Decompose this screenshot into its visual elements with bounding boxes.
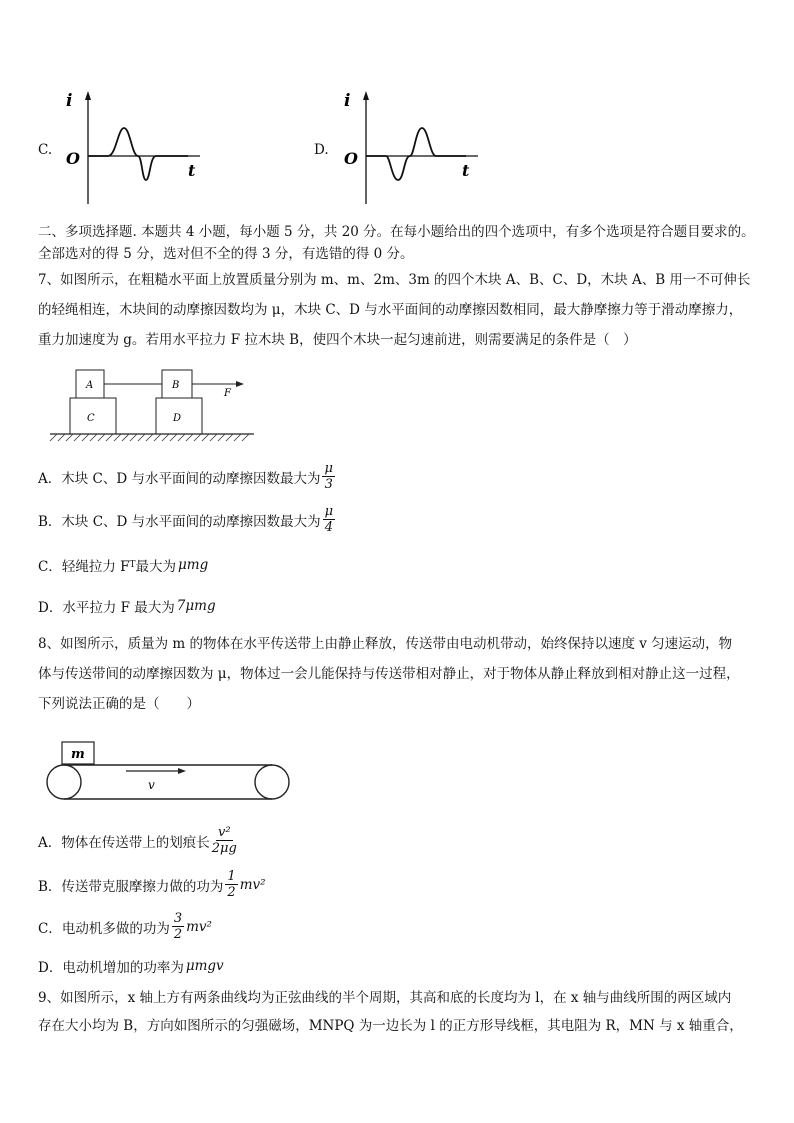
q8-line3: 下列说法正确的是（ ） bbox=[38, 696, 200, 712]
option-c-label: C. bbox=[38, 142, 53, 158]
q8-option-b: B．传送带克服摩擦力做的功为 $\frac{1}{2}$ mv² bbox=[38, 869, 266, 900]
block-m-label: m bbox=[71, 747, 85, 762]
block-a-label: A bbox=[86, 380, 94, 391]
section2-line2: 全部选对的得 5 分，选对但不全的得 3 分，有选错的得 0 分。 bbox=[38, 246, 414, 262]
q7-option-a: A．木块 C、D 与水平面间的动摩擦因数最大为 $\frac{\mu}{3}$ bbox=[38, 461, 333, 492]
q8-option-a-fraction: $\frac{\text{v²}}{2\mu g}$ bbox=[211, 825, 237, 856]
left-roller bbox=[47, 765, 81, 799]
q7-line2: 的轻绳相连，木块间的动摩擦因数均为 μ，木块 C、D 与水平面间的动摩擦因数相同，最大静摩擦力等于滑动摩擦力， bbox=[38, 302, 743, 318]
q7-option-d: D．水平拉力 F 最大为 7μmg bbox=[38, 598, 216, 616]
block-c-label: C bbox=[87, 413, 95, 424]
q8-option-a: A．物体在传送带上的划痕长 $\frac{\text{v²}}{2\mu g}$ bbox=[38, 825, 237, 856]
q8-line2: 体与传送带间的动摩擦因数为 μ，物体过一会儿能保持与传送带相对静止，对于物体从静止释放到相对静止这一过程， bbox=[38, 666, 740, 682]
graph-d bbox=[338, 88, 488, 210]
q8-option-c-fraction: $\frac{3}{2}$ bbox=[173, 911, 183, 942]
graph-d-origin-label: O bbox=[344, 149, 358, 168]
option-d-label: D. bbox=[314, 142, 329, 158]
q8-option-c: C．电动机多做的功为 $\frac{3}{2}$ mv² bbox=[38, 911, 212, 942]
block-d-label: D bbox=[173, 413, 182, 424]
q7-option-b-fraction: $\frac{\mu}{4}$ bbox=[324, 504, 334, 535]
q7-option-b: B．木块 C、D 与水平面间的动摩擦因数最大为 $\frac{\mu}{4}$ bbox=[38, 504, 334, 535]
q8-conveyor-figure bbox=[44, 738, 294, 804]
graph-c-x-label: t bbox=[188, 161, 196, 180]
graph-c bbox=[60, 88, 210, 210]
force-label: F bbox=[224, 388, 231, 399]
q7-option-a-fraction: $\frac{\mu}{3}$ bbox=[324, 461, 333, 492]
q7-line3: 重力加速度为 g。若用水平拉力 F 拉木块 B，使四个木块一起匀速前进，则需要满足的条件是（ ） bbox=[38, 332, 637, 348]
q7-option-c: C．轻绳拉力 F T 最大为 μmg bbox=[38, 557, 209, 575]
q7-line1: 7、如图所示，在粗糙水平面上放置质量分别为 m、m、2m、3m 的四个木块 A、B、C、D，木块 A、B 用一不可伸长 bbox=[38, 272, 751, 288]
q8-line1: 8、如图所示，质量为 m 的物体在水平传送带上由静止释放，传送带由电动机带动，始终保持以速度 v 匀速运动，物 bbox=[38, 636, 733, 652]
graph-d-y-label: i bbox=[344, 91, 351, 111]
q8-option-b-fraction: $\frac{1}{2}$ bbox=[227, 869, 236, 900]
graph-c-y-label: i bbox=[66, 91, 73, 111]
graph-d-x-label: t bbox=[462, 161, 470, 180]
graph-c-origin-label: O bbox=[66, 149, 80, 168]
section2-line1: 二、多项选择题. 本题共 4 小题，每小题 5 分，共 20 分。在每小题给出的四个选项中，有多个选项是符合题目要求的。 bbox=[38, 224, 755, 240]
block-b-label: B bbox=[172, 380, 180, 391]
q7-figure bbox=[44, 364, 264, 448]
q8-option-d: D．电动机增加的功率为 μmgv bbox=[38, 958, 224, 976]
q9-line2: 存在大小均为 B，方向如图所示的匀强磁场，MNPQ 为一边长为 l 的正方形导线框，其电阻为 R，MN 与 x 轴重合， bbox=[38, 1018, 743, 1034]
velocity-label: v bbox=[148, 778, 155, 792]
q9-line1: 9、如图所示，x 轴上方有两条曲线均为正弦曲线的半个周期，其高和底的长度均为 l，在 x 轴与曲线所围的两区域内 bbox=[38, 990, 732, 1006]
right-roller bbox=[255, 765, 289, 799]
